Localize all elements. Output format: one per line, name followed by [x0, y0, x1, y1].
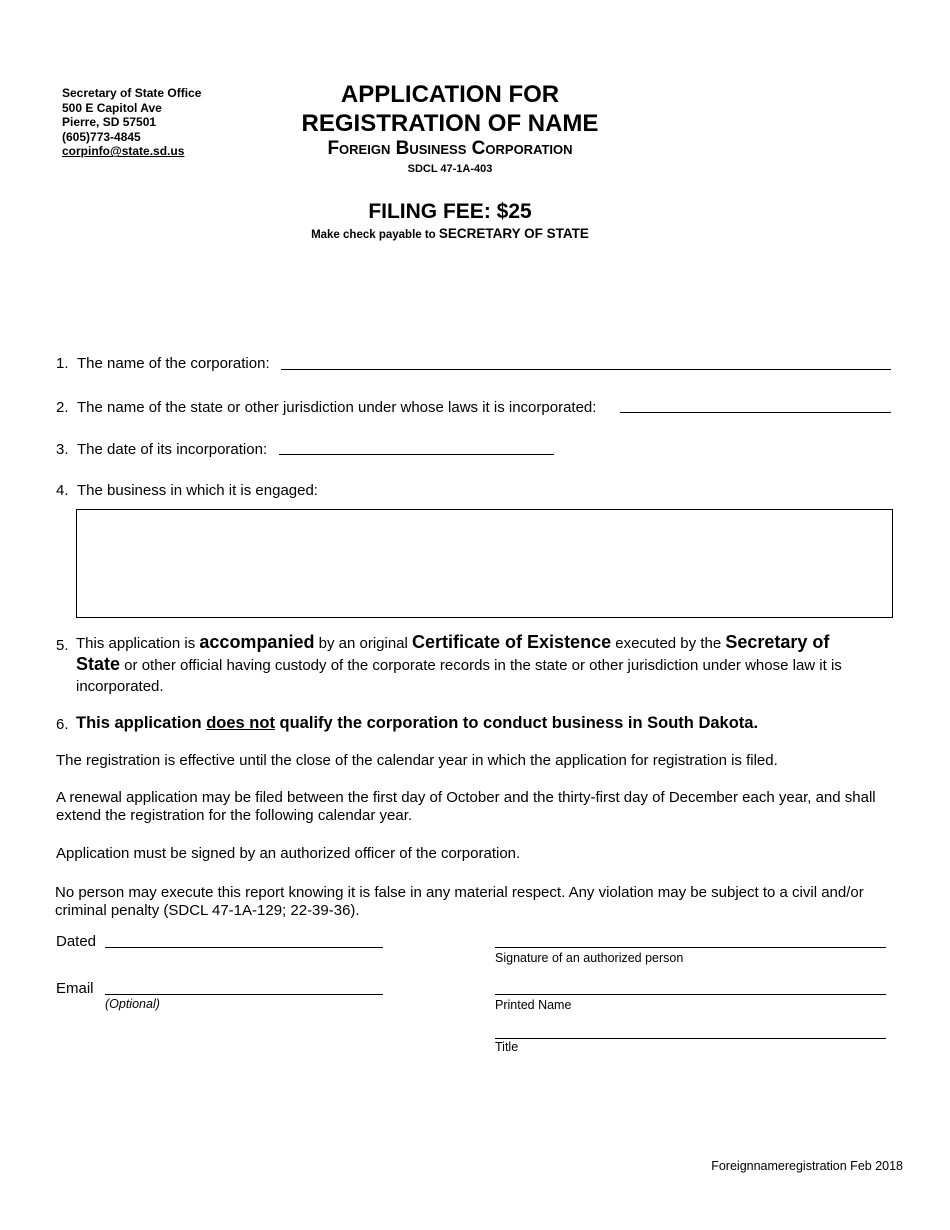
- item-5-text-4: or other official having custody of the corporate records in the state or other jurisdiction under whose law it is incorporated.: [76, 657, 842, 695]
- office-city: Pierre, SD 57501: [62, 115, 157, 130]
- renewal-paragraph: A renewal application may be filed between the first day of October and the thirty-first day of December each year, and shall extend the registration for the following calendar year.: [56, 789, 876, 824]
- effective-paragraph: The registration is effective until the close of the calendar year in which the application for registration is filed.: [56, 752, 778, 769]
- office-email-link[interactable]: corpinfo@state.sd.us: [62, 144, 185, 159]
- printed-name-field[interactable]: [495, 994, 886, 995]
- item-6-text: [76, 714, 758, 733]
- item-3-number: 3.: [56, 441, 69, 458]
- statute-reference: SDCL 47-1A-403: [407, 163, 493, 175]
- signature-field[interactable]: [495, 947, 886, 948]
- item-1-number: 1.: [56, 355, 69, 372]
- title-line-2: REGISTRATION OF NAME: [301, 110, 599, 137]
- payable-prefix: Make check payable to: [311, 229, 439, 241]
- form-identifier: Foreignnameregistration Feb 2018: [711, 1159, 903, 1173]
- signature-label: Signature of an authorized person: [495, 951, 684, 965]
- business-textbox[interactable]: [76, 509, 893, 618]
- jurisdiction-label: The name of the state or other jurisdiction under whose laws it is incorporated:: [77, 399, 597, 416]
- office-phone: (605)773-4845: [62, 129, 141, 144]
- dated-field[interactable]: [105, 947, 383, 948]
- optional-note: (Optional): [105, 997, 160, 1011]
- office-address: [62, 86, 201, 159]
- item-5-text-1: This application is: [76, 635, 200, 652]
- email-label: Email: [56, 980, 94, 997]
- item-5-bold-certificate: Certificate of Existence: [412, 632, 612, 652]
- dated-label: Dated: [56, 933, 97, 950]
- item-5-text-2: by an original: [314, 635, 413, 652]
- item-4-number: 4.: [56, 482, 69, 499]
- item-5-text: [76, 632, 876, 697]
- title-line-1: APPLICATION FOR: [340, 81, 560, 108]
- jurisdiction-field[interactable]: [620, 412, 891, 413]
- item-5-bold-accompanied: accompanied: [199, 632, 315, 652]
- item-5-bold-secretary: Secretary of State: [76, 632, 830, 674]
- incorporation-date-label: The date of its incorporation:: [77, 441, 268, 458]
- payable-note: [250, 226, 650, 241]
- item-5-text-3: executed by the: [611, 635, 726, 652]
- office-name: Secretary of State Office: [62, 86, 202, 100]
- corporation-name-field[interactable]: [281, 369, 891, 370]
- payable-to: SECRETARY OF STATE: [438, 226, 589, 241]
- item-6-number: 6.: [56, 716, 69, 733]
- office-street: 500 E Capitol Ave: [62, 100, 162, 115]
- filing-fee: FILING FEE: $25: [368, 200, 532, 223]
- title-field[interactable]: [495, 1038, 886, 1039]
- printed-name-label: Printed Name: [495, 998, 572, 1012]
- incorporation-date-field[interactable]: [279, 454, 554, 455]
- business-label: The business in which it is engaged:: [77, 482, 318, 499]
- email-field[interactable]: [105, 994, 383, 995]
- item-2-number: 2.: [56, 399, 69, 416]
- signed-paragraph: Application must be signed by an authorized officer of the corporation.: [56, 845, 521, 862]
- corporation-name-label: The name of the corporation:: [77, 355, 270, 372]
- penalty-paragraph: No person may execute this report knowing it is false in any material respect. Any violation may be subject to a civil and/or criminal penalty (SDCL 47-1A-129; 22-39-36).: [55, 884, 864, 919]
- item-5-number: 5.: [56, 637, 69, 654]
- item-6-text-2: qualify the corporation to conduct business in South Dakota.: [274, 714, 759, 732]
- title-label: Title: [495, 1040, 519, 1054]
- page-title: [250, 80, 650, 138]
- item-6-text-1: This application: [76, 714, 207, 732]
- subtitle: Foreign Business Corporation: [327, 138, 573, 159]
- item-6-underlined: does not: [206, 714, 275, 732]
